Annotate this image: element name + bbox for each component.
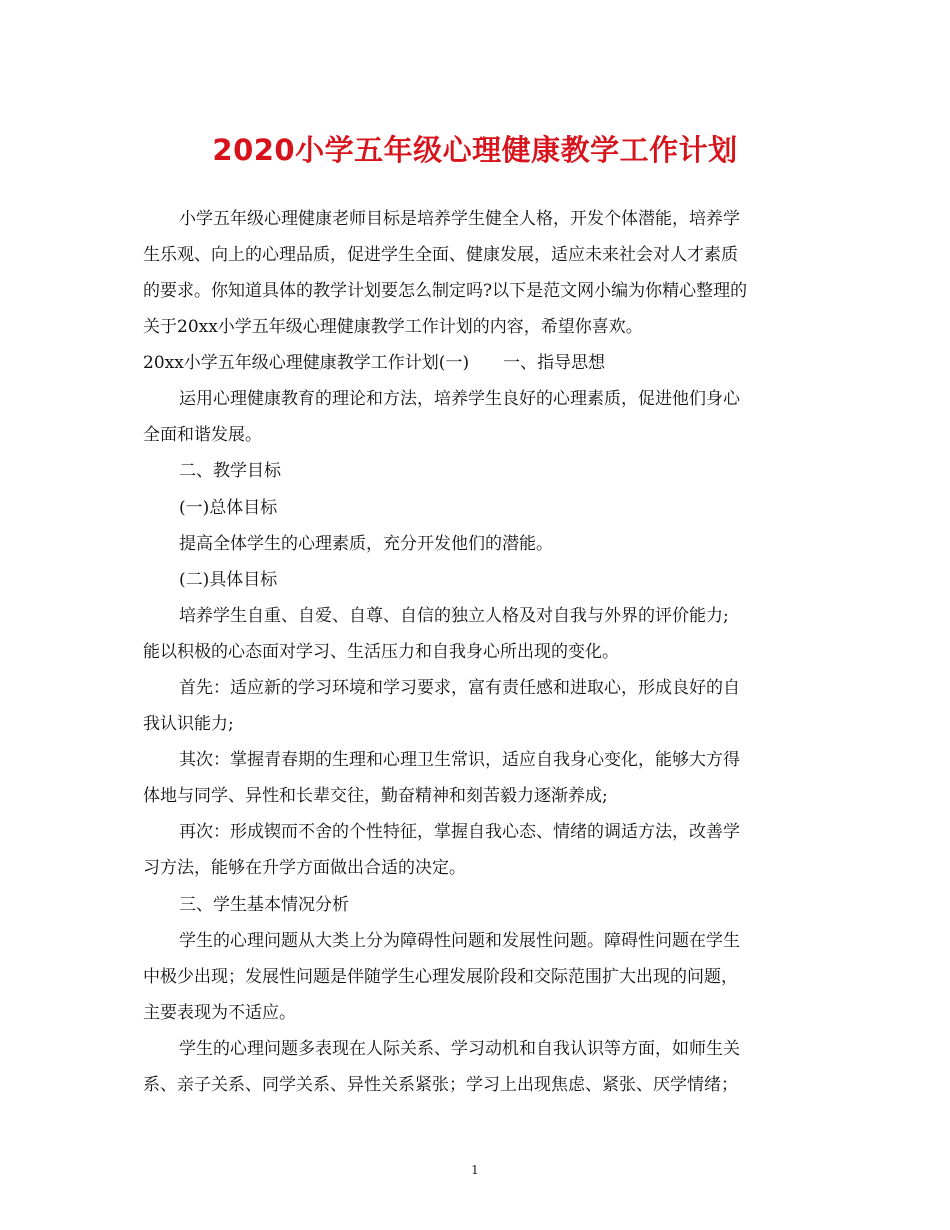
page-number: 1 (471, 1163, 479, 1177)
paragraph-line: 关于20xx小学五年级心理健康教学工作计划的内容，希望你喜欢。 (143, 317, 643, 337)
paragraph-line: 首先：适应新的学习环境和学习要求，富有责任感和进取心，形成良好的自 (179, 678, 740, 698)
paragraph-line: 能以积极的心态面对学习、生活压力和自我身心所出现的变化。 (143, 642, 619, 662)
paragraph-line: 生乐观、向上的心理品质，促进学生全面、健康发展，适应未来社会对人才素质 (143, 245, 738, 265)
section-heading: 二、教学目标 (179, 461, 281, 481)
paragraph-line: 学生的心理问题从大类上分为障碍性问题和发展性问题。障碍性问题在学生 (179, 931, 740, 951)
paragraph-line: 提高全体学生的心理素质，充分开发他们的潜能。 (179, 534, 553, 554)
paragraph-line: 系、亲子关系、同学关系、异性关系紧张；学习上出现焦虑、紧张、厌学情绪； (143, 1075, 738, 1095)
paragraph-line: 体地与同学、异性和长辈交往，勤奋精神和刻苦毅力逐渐养成; (143, 786, 608, 806)
paragraph-line: 学生的心理问题多表现在人际关系、学习动机和自我认识等方面，如师生关 (179, 1039, 740, 1059)
paragraph-line: 运用心理健康教育的理论和方法，培养学生良好的心理素质，促进他们身心 (179, 389, 740, 409)
paragraph-line: 再次：形成锲而不舍的个性特征，掌握自我心态、情绪的调适方法，改善学 (179, 822, 740, 842)
section-heading-line: 20xx小学五年级心理健康教学工作计划(一) 一、指导思想 (143, 353, 606, 373)
subsection-heading: (一)总体目标 (179, 498, 278, 518)
paragraph-line: 其次：掌握青春期的生理和心理卫生常识，适应自我身心变化，能够大方得 (179, 750, 740, 770)
paragraph-line: 习方法，能够在升学方面做出合适的决定。 (143, 858, 466, 878)
section-heading: 三、学生基本情况分析 (179, 895, 349, 915)
document-title: 2020小学五年级心理健康教学工作计划 (212, 133, 738, 167)
paragraph-line: 全面和谐发展。 (143, 425, 262, 445)
subsection-heading: (二)具体目标 (179, 570, 278, 590)
paragraph-line: 培养学生自重、自爱、自尊、自信的独立人格及对自我与外界的评价能力; (179, 606, 729, 626)
paragraph-line: 的要求。你知道具体的教学计划要怎么制定吗?以下是范文网小编为你精心整理的 (143, 281, 748, 301)
paragraph-line: 中极少出现；发展性问题是伴随学生心理发展阶段和交际范围扩大出现的问题， (143, 967, 738, 987)
paragraph-line: 我认识能力; (143, 714, 234, 734)
paragraph-line: 小学五年级心理健康老师目标是培养学生健全人格，开发个体潜能，培养学 (179, 209, 740, 229)
paragraph-line: 主要表现为不适应。 (143, 1003, 296, 1023)
